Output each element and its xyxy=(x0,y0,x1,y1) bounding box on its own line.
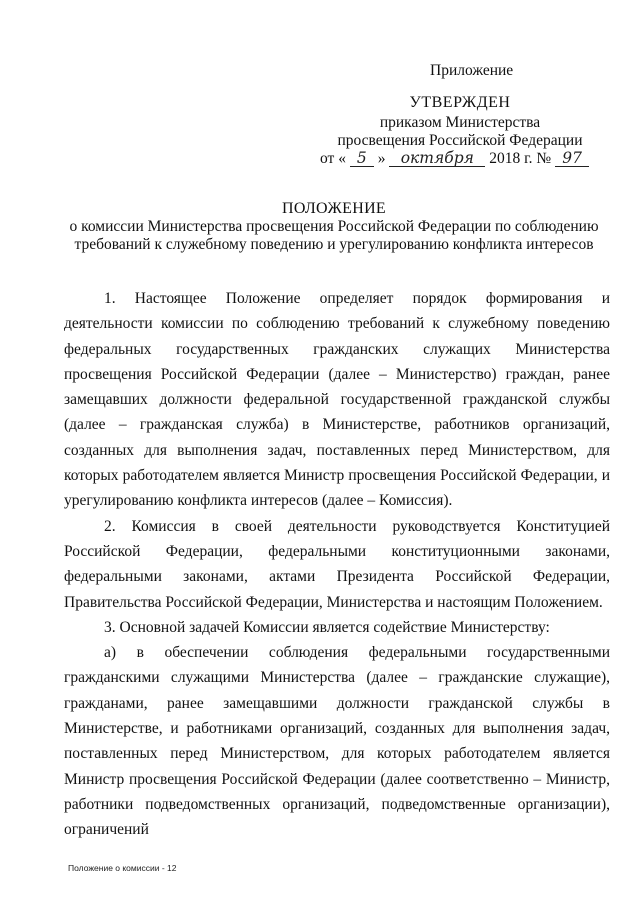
approved-heading: УТВЕРЖДЕН xyxy=(409,94,511,111)
date-prefix: от « xyxy=(320,150,346,167)
handwritten-day: 5 xyxy=(350,150,374,167)
page-footer: Положение о комиссии - 12 xyxy=(68,863,177,873)
order-line-1: приказом Министерства xyxy=(379,114,541,131)
document-title xyxy=(40,200,628,254)
title-line-2: требований к служебному поведению и урегулированию конфликта интересов xyxy=(74,236,594,253)
order-date-line xyxy=(320,150,600,168)
title-main: ПОЛОЖЕНИЕ xyxy=(281,200,386,217)
paragraph-1: 1. Настоящее Положение определяет порядок формирования и деятельности комиссии по соблюдению требований к служебному поведению федеральных государственных гражданских служащих Министерства просвещения Российской Федерации (далее – Министерство) граждан, ранее замещавших должности федеральной государственной гражданской службы (далее – гражданская служба) в Министерстве, работников организаций, созданных для выполнения задач, поставленных перед Министерством, для которых работодателем является Министр просвещения Российской Федерации, и урегулированию конфликта интересов (далее – Комиссия). xyxy=(64,290,610,510)
date-close-quote: » xyxy=(377,150,386,167)
title-line-1: о комиссии Министерства просвещения Российской Федерации по соблюдению xyxy=(69,218,599,235)
handwritten-order-number: 97 xyxy=(555,150,589,167)
appendix-label: Приложение xyxy=(430,62,514,79)
document-body xyxy=(64,286,610,843)
paragraph-3a: а) в обеспечении соблюдения федеральными государственными гражданскими служащими Министерства (далее – гражданские служащие), гражданами, ранее замещавшими должности гражданской службы в Министерстве, и работниками организаций, созданных для выполнения задач, поставленных перед Министерством, для которых работодателем является Министр просвещения Российской Федерации (далее соответственно – Министр, работники подведомственных организаций, подведомственные организации), ограничений xyxy=(64,644,610,839)
paragraph-3: 3. Основной задачей Комиссии является содействие Министерству: xyxy=(104,618,550,636)
paragraph-2: 2. Комиссия в своей деятельности руководствуется Конституцией Российской Федерации, федеральными конституционными законами, федеральными законами, актами Президента Российской Федерации, Правительства Российской Федерации, Министерства и настоящим Положением. xyxy=(64,517,610,611)
date-year: 2018 г. № xyxy=(489,150,552,167)
handwritten-month: октября xyxy=(389,150,485,167)
order-line-2: просвещения Российской Федерации xyxy=(337,132,583,149)
